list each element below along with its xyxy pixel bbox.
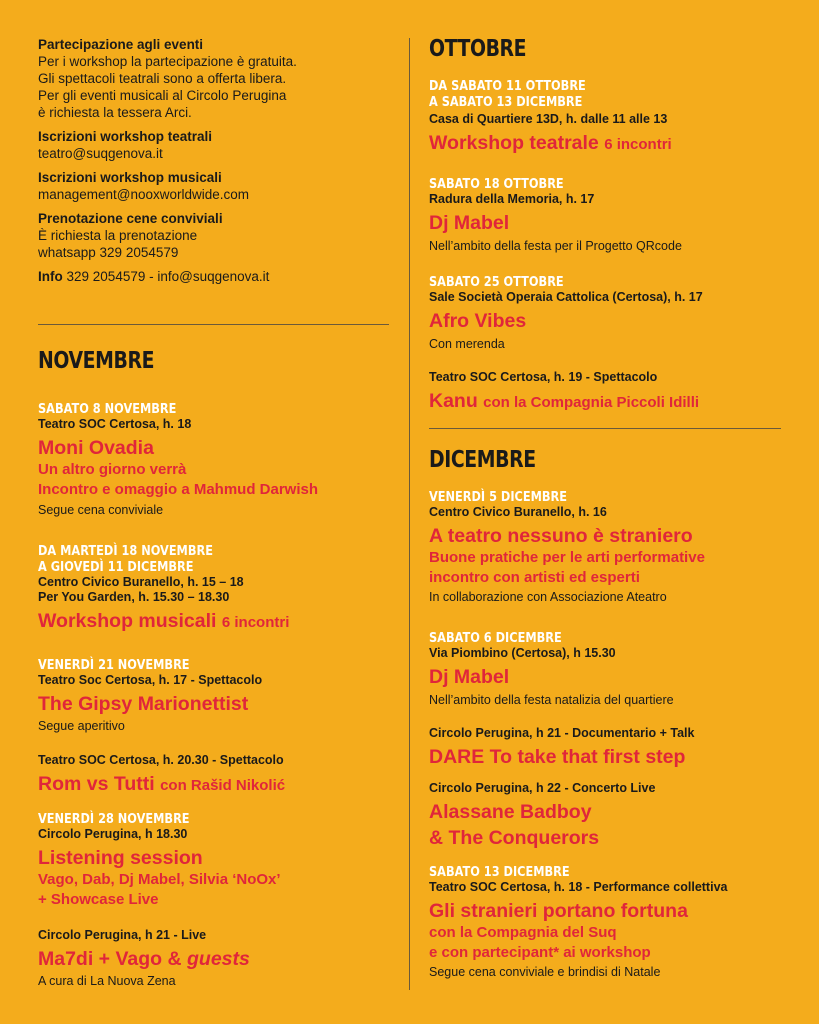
month-heading-dicembre: DICEMBRE [429, 447, 536, 473]
event-date: DA SABATO 11 OTTOBRE [429, 78, 586, 94]
event-workshop-teatrale [429, 78, 672, 157]
event-subtitle: Un altro giorno verrà [38, 461, 187, 478]
event-moni-ovadia [38, 401, 318, 518]
theatre-signup-block [38, 128, 390, 162]
event-note: Nell’ambito della festa natalizia del quartiere [429, 693, 674, 707]
event-date: A GIOVEDÌ 11 DICEMBRE [38, 559, 194, 575]
dinner-booking-line: whatsapp 329 2054579 [38, 245, 179, 260]
event-title: Dj Mabel [429, 666, 510, 688]
event-subtitle: incontro con artisti ed esperti [429, 569, 640, 586]
participation-block [38, 36, 390, 121]
event-date: SABATO 18 OTTOBRE [429, 176, 564, 192]
event-gipsy-marionettist [38, 657, 262, 734]
participation-line: Gli spettacoli teatrali sono a offerta libera. [38, 71, 287, 86]
event-title: Afro Vibes [429, 310, 527, 332]
event-title: The Gipsy Marionettist [38, 693, 249, 715]
music-signup-block [38, 169, 390, 203]
event-venue: Circolo Perugina, h 22 - Concerto Live [429, 781, 656, 795]
participation-line: Per i workshop la partecipazione è gratuita. [38, 54, 297, 69]
event-title-guests: guests [187, 948, 250, 970]
event-venue: Centro Civico Buranello, h. 15 – 18 [38, 575, 244, 589]
participation-heading: Partecipazione agli eventi [38, 37, 204, 52]
theatre-signup-heading: Iscrizioni workshop teatrali [38, 129, 213, 144]
event-venue: Teatro SOC Certosa, h. 19 - Spettacolo [429, 370, 658, 384]
event-date: DA MARTEDÌ 18 NOVEMBRE [38, 543, 213, 559]
event-date: SABATO 13 DICEMBRE [429, 864, 570, 880]
event-title: & The Conquerors [429, 827, 600, 849]
event-dj-mabel-qrcode [429, 176, 682, 254]
event-venue: Centro Civico Buranello, h. 16 [429, 505, 607, 519]
event-subtitle: Incontro e omaggio a Mahmud Darwish [38, 481, 319, 498]
music-email[interactable]: management@nooxworldwide.com [38, 187, 250, 202]
event-title-main: Kanu [429, 390, 478, 412]
event-note: Con merenda [429, 337, 505, 351]
event-note: Segue cena conviviale [38, 503, 164, 517]
event-rom-vs-tutti [38, 753, 285, 798]
event-subtitle: con la Compagnia del Suq [429, 924, 617, 941]
event-kanu [429, 370, 699, 415]
event-subtitle: + Showcase Live [38, 891, 159, 908]
event-venue: Teatro SOC Certosa, h. 20.30 - Spettacolo [38, 753, 284, 767]
event-venue: Teatro SOC Certosa, h. 18 - Performance collettiva [429, 880, 728, 894]
event-venue: Casa di Quartiere 13D, h. dalle 11 alle 13 [429, 112, 668, 126]
info-divider [38, 324, 389, 325]
event-title-main: Ma7di + Vago & [38, 948, 182, 970]
event-title-detail: 6 incontri [604, 136, 672, 153]
event-date: SABATO 25 OTTOBRE [429, 274, 564, 290]
event-note: A cura di La Nuova Zena [38, 974, 176, 988]
ottobre-divider [429, 428, 781, 429]
event-dj-mabel-natale [429, 630, 674, 708]
month-heading-novembre: NOVEMBRE [38, 348, 155, 374]
event-title: Listening session [38, 847, 203, 869]
event-afro-vibes [429, 274, 703, 352]
info-contact [38, 268, 390, 285]
event-note: Nell’ambito della festa per il Progetto QRcode [429, 239, 682, 253]
event-title [38, 947, 250, 971]
event-venue: Per You Garden, h. 15.30 – 18.30 [38, 590, 230, 604]
event-title-detail: 6 incontri [221, 614, 290, 631]
event-ma7di-vago [38, 928, 250, 989]
event-title-main: Workshop musicali [38, 610, 217, 632]
event-title [38, 609, 289, 635]
event-title: Alassane Badboy [429, 801, 592, 823]
event-venue: Sale Società Operaia Cattolica (Certosa), h. 17 [429, 290, 703, 304]
event-workshop-musicali [38, 543, 289, 635]
event-title: Gli stranieri portano fortuna [429, 900, 688, 922]
info-contact-text[interactable]: 329 2054579 - info@suqgenova.it [66, 269, 270, 284]
event-venue: Radura della Memoria, h. 17 [429, 192, 595, 206]
event-title: Dj Mabel [429, 212, 510, 234]
event-venue: Circolo Perugina, h 18.30 [38, 827, 188, 841]
event-date: SABATO 8 NOVEMBRE [38, 401, 177, 417]
event-note: Segue cena conviviale e brindisi di Natale [429, 965, 661, 979]
event-title: A teatro nessuno è straniero [429, 525, 693, 547]
event-subtitle: Vago, Dab, Dj Mabel, Silvia ‘NoOx’ [38, 871, 281, 888]
event-title-main: Rom vs Tutti [38, 773, 155, 795]
event-date: VENERDÌ 5 DICEMBRE [429, 489, 568, 505]
event-venue: Via Piombino (Certosa), h 15.30 [429, 646, 616, 660]
event-title: DARE To take that first step [429, 746, 686, 768]
month-heading-ottobre: OTTOBRE [429, 36, 527, 62]
dinner-booking-line: È richiesta la prenotazione [38, 228, 198, 243]
event-title-detail: con Rašid Nikolić [160, 777, 286, 794]
event-subtitle: Buone pratiche per le arti performative [429, 549, 705, 566]
event-title: Moni Ovadia [38, 437, 154, 459]
event-listening-session [38, 811, 281, 910]
event-date: VENERDÌ 21 NOVEMBRE [38, 657, 190, 673]
dinner-booking-block [38, 210, 390, 261]
participation-line: Per gli eventi musicali al Circolo Perugina [38, 88, 287, 103]
event-venue: Teatro Soc Certosa, h. 17 - Spettacolo [38, 673, 263, 687]
event-title [429, 131, 672, 157]
participation-line: è richiesta la tessera Arci. [38, 105, 192, 120]
event-venue: Teatro SOC Certosa, h. 18 [38, 417, 192, 431]
event-title-detail: con la Compagnia Piccoli Idilli [483, 394, 700, 411]
event-date: A SABATO 13 DICEMBRE [429, 94, 583, 110]
dinner-booking-heading: Prenotazione cene conviviali [38, 211, 223, 226]
event-date: SABATO 6 DICEMBRE [429, 630, 562, 646]
event-note: In collaborazione con Associazione Ateatro [429, 590, 667, 604]
event-gli-stranieri [429, 864, 727, 980]
music-signup-heading: Iscrizioni workshop musicali [38, 170, 222, 185]
theatre-email[interactable]: teatro@suqgenova.it [38, 146, 163, 161]
event-venue: Circolo Perugina, h 21 - Live [38, 928, 207, 942]
event-subtitle: e con partecipant* ai workshop [429, 944, 651, 961]
event-title [38, 772, 285, 798]
event-venue: Circolo Perugina, h 21 - Documentario + Talk [429, 726, 695, 740]
event-title [429, 389, 699, 415]
event-dare [429, 726, 694, 769]
event-date: VENERDÌ 28 NOVEMBRE [38, 811, 190, 827]
event-a-teatro-nessuno [429, 489, 705, 605]
info-label: Info [38, 269, 63, 284]
event-title-main: Workshop teatrale [429, 132, 599, 154]
column-divider [409, 38, 410, 990]
info-block [38, 36, 390, 292]
event-note: Segue aperitivo [38, 719, 125, 733]
event-alassane-badboy [429, 781, 655, 850]
